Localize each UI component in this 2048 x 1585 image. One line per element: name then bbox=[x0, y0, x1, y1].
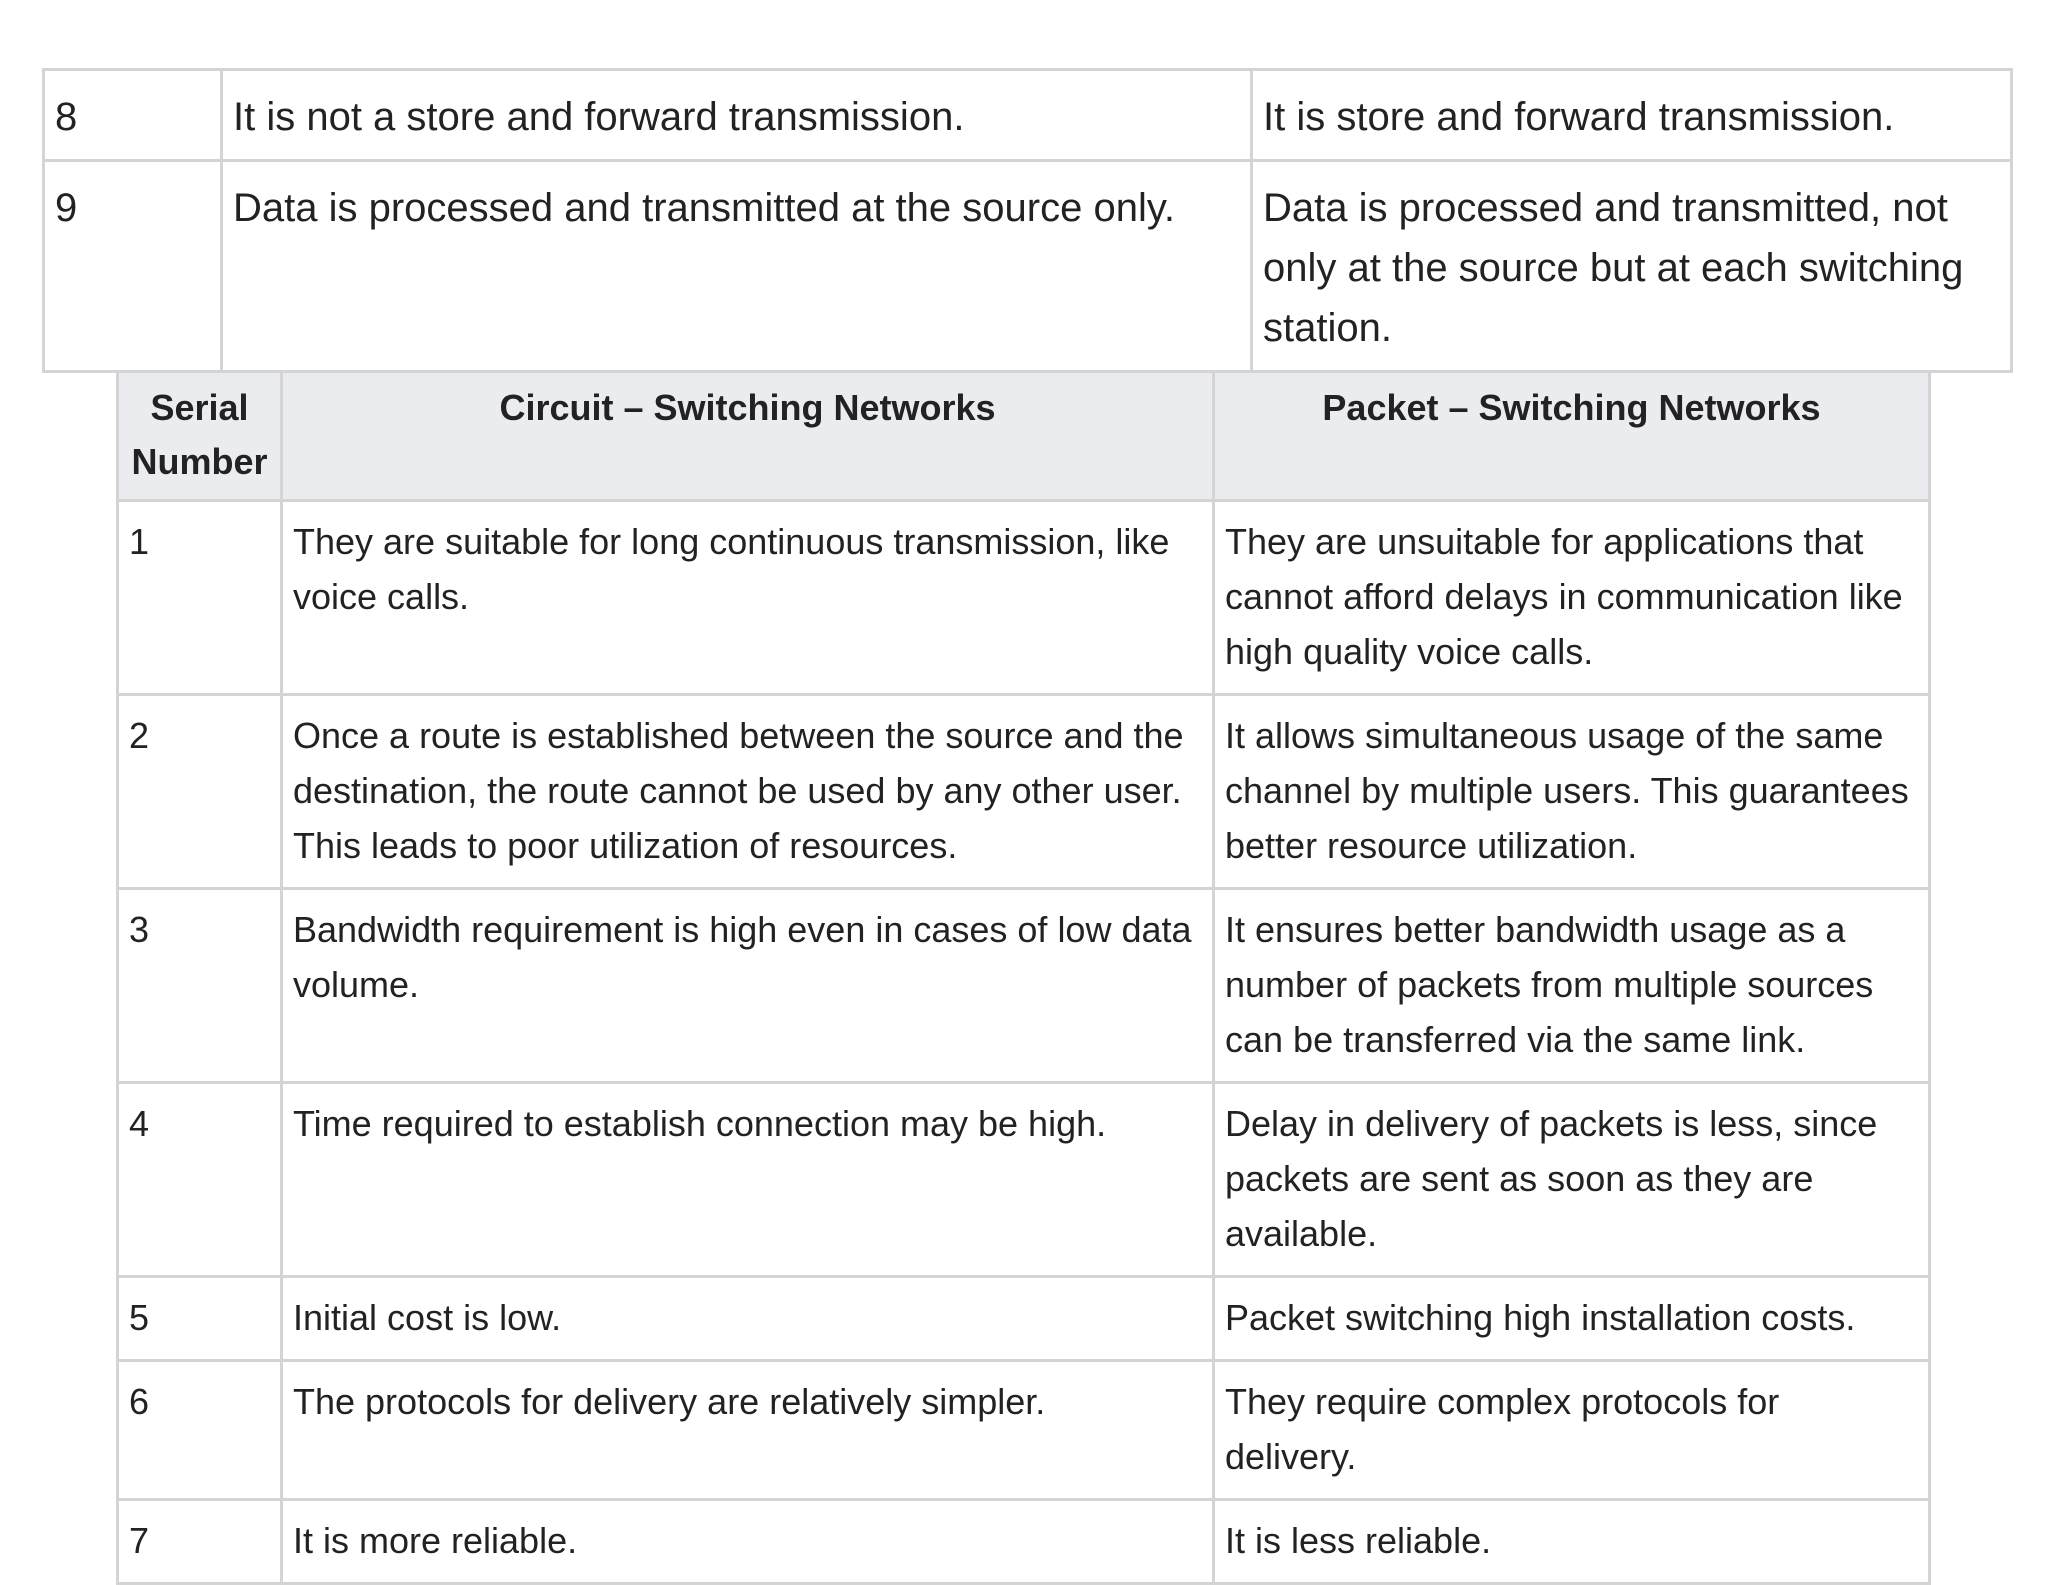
serial-cell: 6 bbox=[118, 1361, 282, 1500]
circuit-cell: Once a route is established between the source and the destination, the route cannot be used by any other user. This leads to poor utilization of resources. bbox=[282, 695, 1214, 889]
packet-cell: It is store and forward transmission. bbox=[1252, 70, 2012, 161]
packet-cell: They require complex protocols for delivery. bbox=[1214, 1361, 1930, 1500]
packet-cell: Data is processed and transmitted, not only at the source but at each switching station. bbox=[1252, 161, 2012, 372]
circuit-cell: They are suitable for long continuous transmission, like voice calls. bbox=[282, 501, 1214, 695]
comparison-table bbox=[116, 370, 1931, 1585]
serial-cell: 5 bbox=[118, 1277, 282, 1361]
header-serial-number: Serial Number bbox=[118, 372, 282, 501]
circuit-cell: Initial cost is low. bbox=[282, 1277, 1214, 1361]
serial-cell: 7 bbox=[118, 1500, 282, 1584]
serial-cell: 2 bbox=[118, 695, 282, 889]
serial-cell: 3 bbox=[118, 889, 282, 1083]
packet-cell: Packet switching high installation costs. bbox=[1214, 1277, 1930, 1361]
table-row bbox=[44, 161, 2012, 372]
packet-cell: They are unsuitable for applications that cannot afford delays in communication like high quality voice calls. bbox=[1214, 501, 1930, 695]
packet-cell: It ensures better bandwidth usage as a number of packets from multiple sources can be transferred via the same link. bbox=[1214, 889, 1930, 1083]
table-row bbox=[118, 1083, 1930, 1277]
circuit-cell: Data is processed and transmitted at the source only. bbox=[222, 161, 1252, 372]
serial-cell: 1 bbox=[118, 501, 282, 695]
serial-cell: 8 bbox=[44, 70, 222, 161]
table-row bbox=[118, 695, 1930, 889]
continuation-table bbox=[42, 68, 2013, 373]
circuit-cell: It is more reliable. bbox=[282, 1500, 1214, 1584]
table-row bbox=[44, 70, 2012, 161]
table-header-row bbox=[118, 372, 1930, 501]
table-row bbox=[118, 1361, 1930, 1500]
packet-cell: Delay in delivery of packets is less, since packets are sent as soon as they are available. bbox=[1214, 1083, 1930, 1277]
table-row bbox=[118, 1277, 1930, 1361]
packet-cell: It is less reliable. bbox=[1214, 1500, 1930, 1584]
circuit-cell: It is not a store and forward transmission. bbox=[222, 70, 1252, 161]
header-circuit-switching: Circuit – Switching Networks bbox=[282, 372, 1214, 501]
table-row bbox=[118, 889, 1930, 1083]
table-row bbox=[118, 1500, 1930, 1584]
circuit-cell: The protocols for delivery are relatively simpler. bbox=[282, 1361, 1214, 1500]
table-row bbox=[118, 501, 1930, 695]
circuit-cell: Time required to establish connection may be high. bbox=[282, 1083, 1214, 1277]
serial-cell: 9 bbox=[44, 161, 222, 372]
packet-cell: It allows simultaneous usage of the same channel by multiple users. This guarantees better resource utilization. bbox=[1214, 695, 1930, 889]
serial-cell: 4 bbox=[118, 1083, 282, 1277]
header-packet-switching: Packet – Switching Networks bbox=[1214, 372, 1930, 501]
circuit-cell: Bandwidth requirement is high even in cases of low data volume. bbox=[282, 889, 1214, 1083]
